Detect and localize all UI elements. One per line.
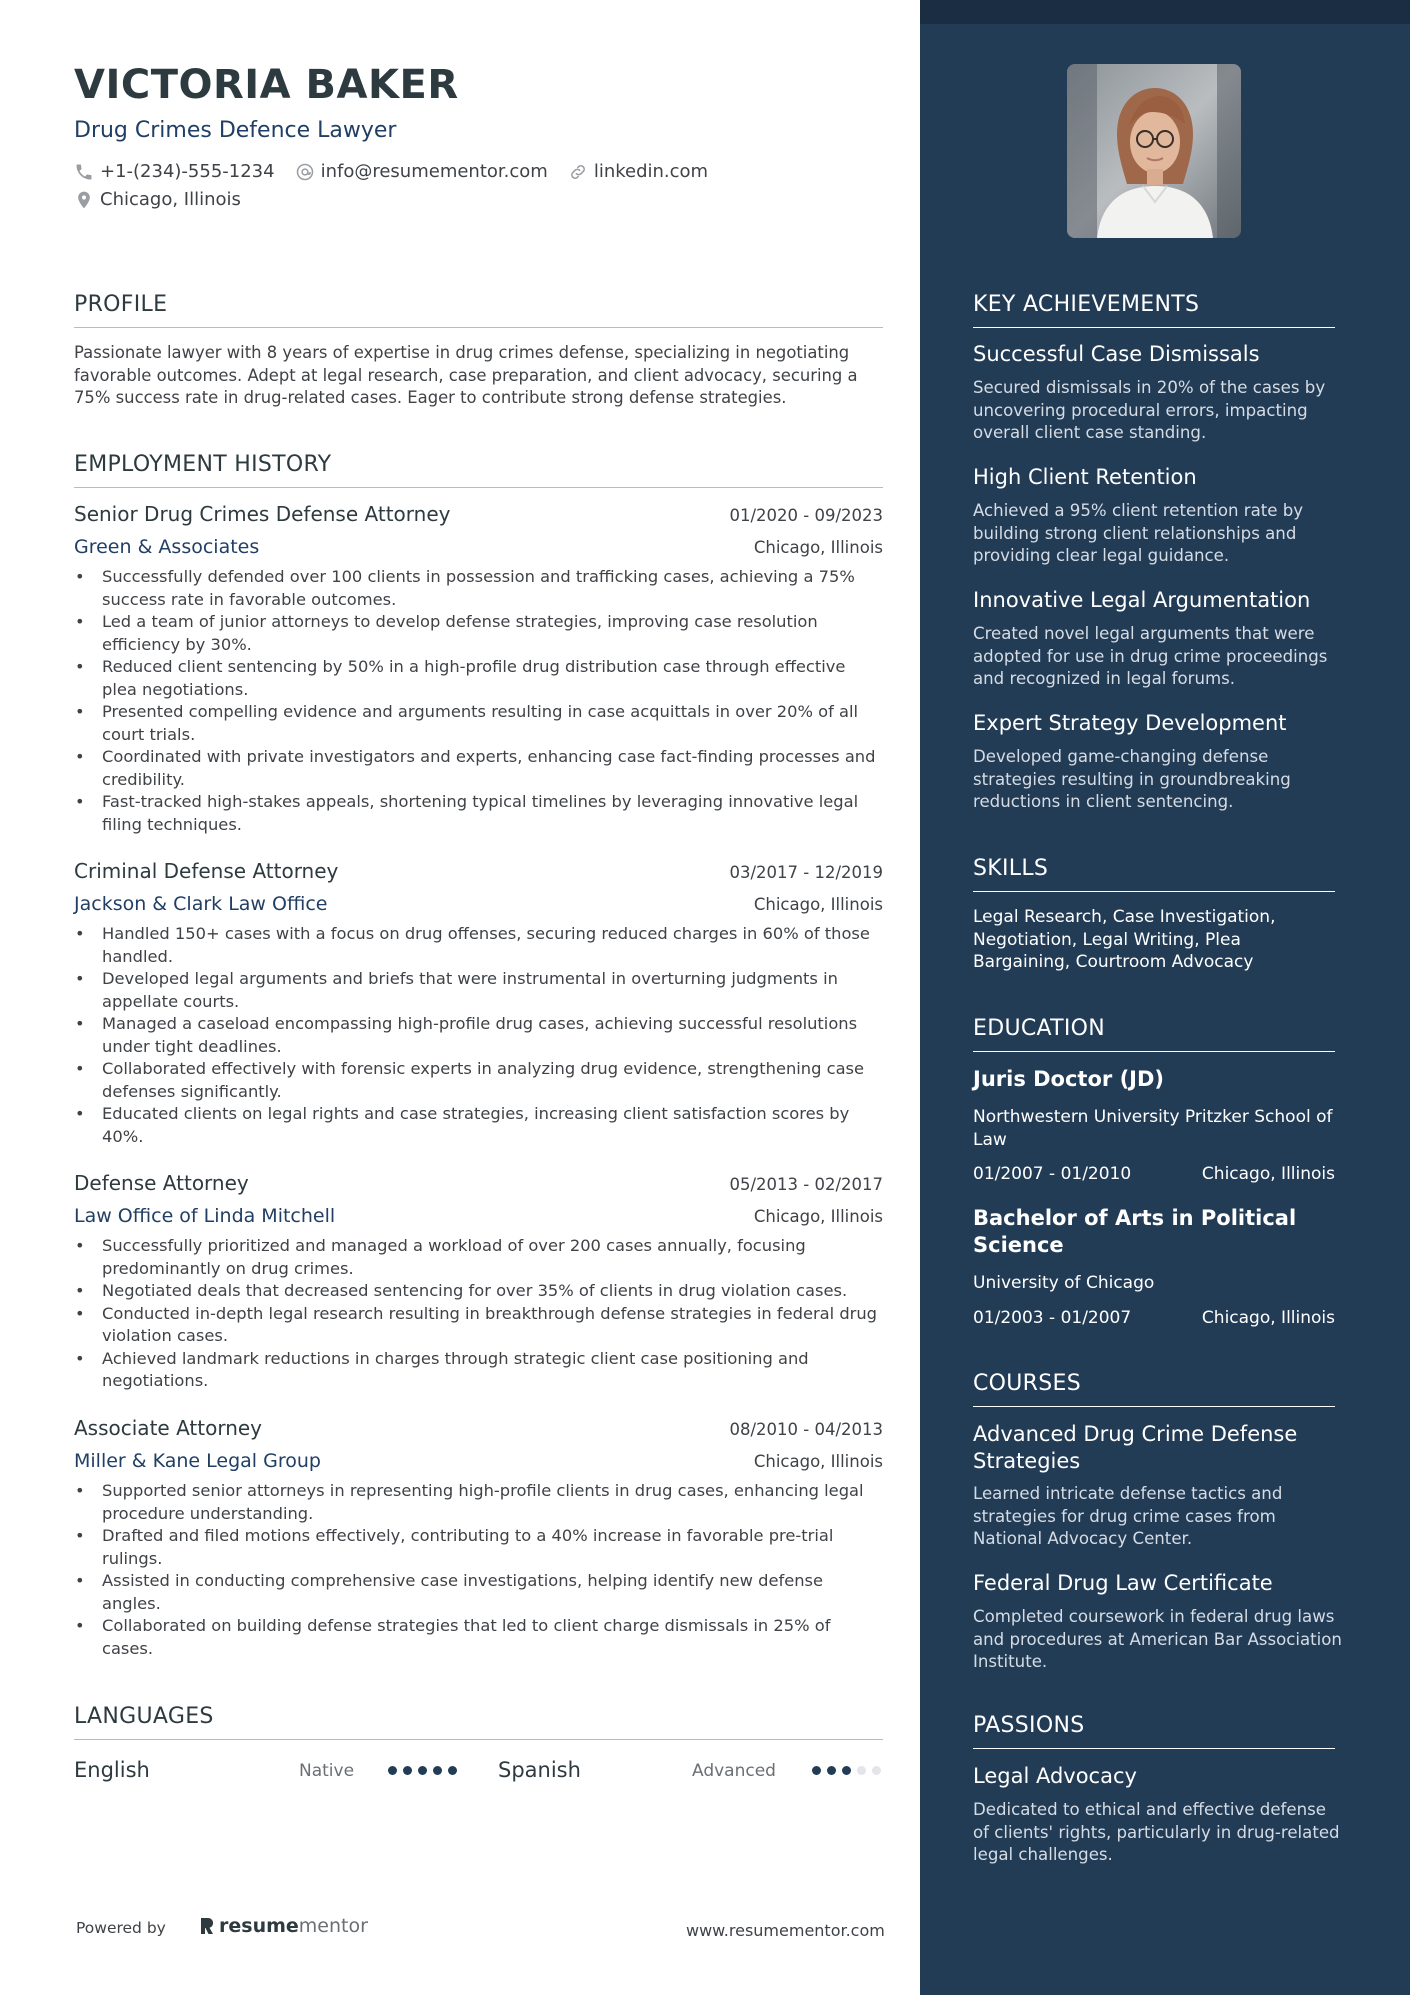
- rating-dot-filled: [827, 1766, 836, 1775]
- education-location: Chicago, Illinois: [1201, 1308, 1335, 1328]
- job-subheader: [74, 1205, 883, 1235]
- education-heading: EDUCATION: [973, 1016, 1335, 1052]
- education-school: University of Chicago: [973, 1273, 1155, 1293]
- achievement-title: Innovative Legal Argumentation: [973, 588, 1311, 612]
- rating-dot-filled: [388, 1766, 397, 1775]
- job-location: Chicago, Illinois: [753, 895, 883, 914]
- job-bullets: [74, 1480, 883, 1660]
- job-bullet: • Assisted in conducting comprehensive case investigations, helping identify new defense angles.: [74, 1570, 883, 1615]
- profile-text: Passionate lawyer with 8 years of expertise in drug crimes defense, specializing in negotiating favorable outcomes. Adept at legal research, case preparation, and client advocacy, securing a 75% success rate in drug-related cases. Eager to contribute strong defense strategies.: [74, 343, 858, 407]
- rating-dot-empty: [872, 1766, 881, 1775]
- job-entry: [74, 859, 883, 1148]
- achievements-heading: KEY ACHIEVEMENTS: [973, 292, 1335, 328]
- job-entry: [74, 1171, 883, 1393]
- contact-phone[interactable]: [74, 161, 275, 182]
- education-school: Northwestern University Pritzker School of Law: [973, 1107, 1333, 1150]
- footer-powered-by: Powered by: [76, 1919, 166, 1937]
- job-company: Law Office of Linda Mitchell: [74, 1205, 336, 1227]
- job-dates: 08/2010 - 04/2013: [729, 1420, 883, 1439]
- job-bullet: • Achieved landmark reductions in charges through strategic client case positioning and negotiations.: [74, 1348, 883, 1393]
- rating-dot-filled: [842, 1766, 851, 1775]
- job-company: Miller & Kane Legal Group: [74, 1450, 321, 1472]
- rating-dot-filled: [812, 1766, 821, 1775]
- job-role: Criminal Defense Attorney: [74, 859, 339, 883]
- job-bullet: • Successfully defended over 100 clients in possession and trafficking cases, achieving a 75% success rate in favorable outcomes.: [74, 566, 883, 611]
- job-bullet: • Fast-tracked high-stakes appeals, shortening typical timelines by leveraging innovative legal filing techniques.: [74, 791, 883, 836]
- job-entry: [74, 502, 883, 836]
- contact-row: [74, 161, 728, 182]
- achievement-desc: Secured dismissals in 20% of the cases by uncovering procedural errors, impacting overall client case standing.: [973, 378, 1326, 442]
- education-meta: [973, 1164, 1335, 1184]
- job-bullet: • Reduced client sentencing by 50% in a high-profile drug distribution case through effective plea negotiations.: [74, 656, 883, 701]
- job-role: Senior Drug Crimes Defense Attorney: [74, 502, 451, 526]
- job-bullet: • Developed legal arguments and briefs that were instrumental in overturning judgments in appellate courts.: [74, 968, 883, 1013]
- job-dates: 01/2020 - 09/2023: [729, 506, 883, 525]
- job-subheader: [74, 893, 883, 923]
- job-bullet: • Led a team of junior attorneys to develop defense strategies, improving case resolution efficiency by 30%.: [74, 611, 883, 656]
- course-title: Federal Drug Law Certificate: [973, 1571, 1273, 1595]
- location-text: Chicago, Illinois: [100, 189, 241, 210]
- job-subheader: [74, 536, 883, 566]
- education-degree: Bachelor of Arts in Political Science: [973, 1206, 1297, 1257]
- job-bullet: • Handled 150+ cases with a focus on drug offenses, securing reduced charges in 60% of those handled.: [74, 923, 883, 968]
- job-bullet: • Presented compelling evidence and arguments resulting in case acquittals in over 20% of all court trials.: [74, 701, 883, 746]
- achievement-desc: Created novel legal arguments that were adopted for use in drug crime proceedings and recognized in legal forums.: [973, 624, 1328, 688]
- sidebar: [920, 0, 1410, 1995]
- achievement-title: High Client Retention: [973, 465, 1197, 489]
- job-company: Green & Associates: [74, 536, 260, 558]
- phone-text: +1-(234)-555-1234: [100, 161, 275, 182]
- passion-desc: Dedicated to ethical and effective defense of clients' rights, particularly in drug-related legal challenges.: [973, 1800, 1340, 1864]
- education-degree: Juris Doctor (JD): [973, 1067, 1165, 1091]
- job-location: Chicago, Illinois: [753, 538, 883, 557]
- job-dates: 03/2017 - 12/2019: [729, 863, 883, 882]
- location-pin-icon: [74, 190, 94, 210]
- candidate-title: Drug Crimes Defence Lawyer: [74, 118, 397, 143]
- job-bullet: • Conducted in-depth legal research resulting in breakthrough defense strategies in federal drug violation cases.: [74, 1303, 883, 1348]
- language-level: Native: [299, 1761, 355, 1781]
- language-rating: [388, 1766, 457, 1775]
- job-bullets: [74, 923, 883, 1148]
- education-dates: 01/2007 - 01/2010: [973, 1164, 1132, 1184]
- candidate-name: VICTORIA BAKER: [74, 62, 459, 108]
- language-item: [498, 1755, 888, 1785]
- achievement-title: Expert Strategy Development: [973, 711, 1287, 735]
- rating-dot-empty: [857, 1766, 866, 1775]
- job-location: Chicago, Illinois: [753, 1207, 883, 1226]
- job-header: [74, 1416, 883, 1450]
- footer-logo[interactable]: [199, 1915, 368, 1937]
- email-text: info@resumementor.com: [320, 161, 548, 182]
- achievement-title: Successful Case Dismissals: [973, 342, 1260, 366]
- education-meta: [973, 1308, 1335, 1328]
- contact-row-2: [74, 189, 261, 210]
- language-name: Spanish: [498, 1758, 581, 1782]
- job-bullet: • Collaborated on building defense strategies that led to client charge dismissals in 25% of cases.: [74, 1615, 883, 1660]
- achievement-desc: Developed game-changing defense strategies resulting in groundbreaking reductions in client sentencing.: [973, 747, 1291, 811]
- skills-text: Legal Research, Case Investigation, Negotiation, Legal Writing, Plea Bargaining, Courtroom Advocacy: [973, 907, 1276, 972]
- job-bullet: • Drafted and filed motions effectively, contributing to a 40% increase in favorable pre-trial rulings.: [74, 1525, 883, 1570]
- job-bullets: [74, 566, 883, 836]
- skills-heading: SKILLS: [973, 856, 1335, 892]
- job-subheader: [74, 1450, 883, 1480]
- job-bullet: • Supported senior attorneys in representing high-profile clients in drug cases, enhancing legal procedure understanding.: [74, 1480, 883, 1525]
- rating-dot-filled: [418, 1766, 427, 1775]
- linkedin-text: linkedin.com: [593, 161, 709, 182]
- languages-heading: LANGUAGES: [74, 1704, 883, 1740]
- job-header: [74, 1171, 883, 1205]
- footer-url[interactable]: www.resumementor.com: [686, 1921, 885, 1940]
- rating-dot-filled: [448, 1766, 457, 1775]
- employment-heading: EMPLOYMENT HISTORY: [74, 452, 883, 488]
- job-bullet: • Coordinated with private investigators and experts, enhancing case fact-finding processes and credibility.: [74, 746, 883, 791]
- rating-dot-filled: [403, 1766, 412, 1775]
- contact-location: [74, 189, 241, 210]
- language-item: [74, 1755, 464, 1785]
- achievement-desc: Achieved a 95% client retention rate by building strong client relationships and providing clear legal guidance.: [973, 501, 1304, 565]
- job-role: Associate Attorney: [74, 1416, 263, 1440]
- contact-linkedin[interactable]: [568, 161, 708, 182]
- course-title: Advanced Drug Crime Defense Strategies: [973, 1422, 1298, 1473]
- language-level: Advanced: [692, 1761, 776, 1781]
- job-header: [74, 502, 883, 536]
- contact-email[interactable]: [295, 161, 548, 182]
- job-bullet: • Educated clients on legal rights and case strategies, increasing client satisfaction scores by 40%.: [74, 1103, 883, 1148]
- courses-heading: COURSES: [973, 1371, 1335, 1407]
- languages-list: [74, 1755, 883, 1785]
- education-dates: 01/2003 - 01/2007: [973, 1308, 1132, 1328]
- job-bullet: • Successfully prioritized and managed a workload of over 200 cases annually, focusing predominantly on drug crimes.: [74, 1235, 883, 1280]
- language-name: English: [74, 1758, 150, 1782]
- profile-photo: [1067, 64, 1241, 238]
- job-bullet: • Negotiated deals that decreased sentencing for over 35% of clients in drug violation cases.: [74, 1280, 883, 1303]
- passions-heading: PASSIONS: [973, 1713, 1335, 1749]
- course-desc: Learned intricate defense tactics and strategies for drug crime cases from National Advocacy Center.: [973, 1484, 1283, 1548]
- passion-title: Legal Advocacy: [973, 1764, 1137, 1788]
- course-desc: Completed coursework in federal drug laws and procedures at American Bar Association Institute.: [973, 1607, 1342, 1671]
- job-role: Defense Attorney: [74, 1171, 249, 1195]
- education-location: Chicago, Illinois: [1201, 1164, 1335, 1184]
- job-entry: [74, 1416, 883, 1660]
- rating-dot-filled: [433, 1766, 442, 1775]
- job-bullet: • Managed a caseload encompassing high-profile drug cases, achieving successful resolutions under tight deadlines.: [74, 1013, 883, 1058]
- language-rating: [812, 1766, 881, 1775]
- job-company: Jackson & Clark Law Office: [74, 893, 328, 915]
- footer-logo-part1: resume: [219, 1915, 299, 1937]
- link-icon: [568, 162, 588, 182]
- sidebar-top-bar: [920, 0, 1410, 24]
- job-location: Chicago, Illinois: [753, 1452, 883, 1471]
- job-bullet: • Collaborated effectively with forensic experts in analyzing drug evidence, strengthening case defenses significantly.: [74, 1058, 883, 1103]
- footer-logo-part2: mentor: [298, 1915, 368, 1937]
- job-header: [74, 859, 883, 893]
- job-bullets: [74, 1235, 883, 1393]
- resumementor-logo-icon: [199, 1916, 215, 1936]
- job-dates: 05/2013 - 02/2017: [729, 1175, 883, 1194]
- portrait-image: [1067, 64, 1241, 238]
- profile-heading: PROFILE: [74, 292, 883, 328]
- phone-icon: [74, 162, 94, 182]
- at-icon: [295, 162, 315, 182]
